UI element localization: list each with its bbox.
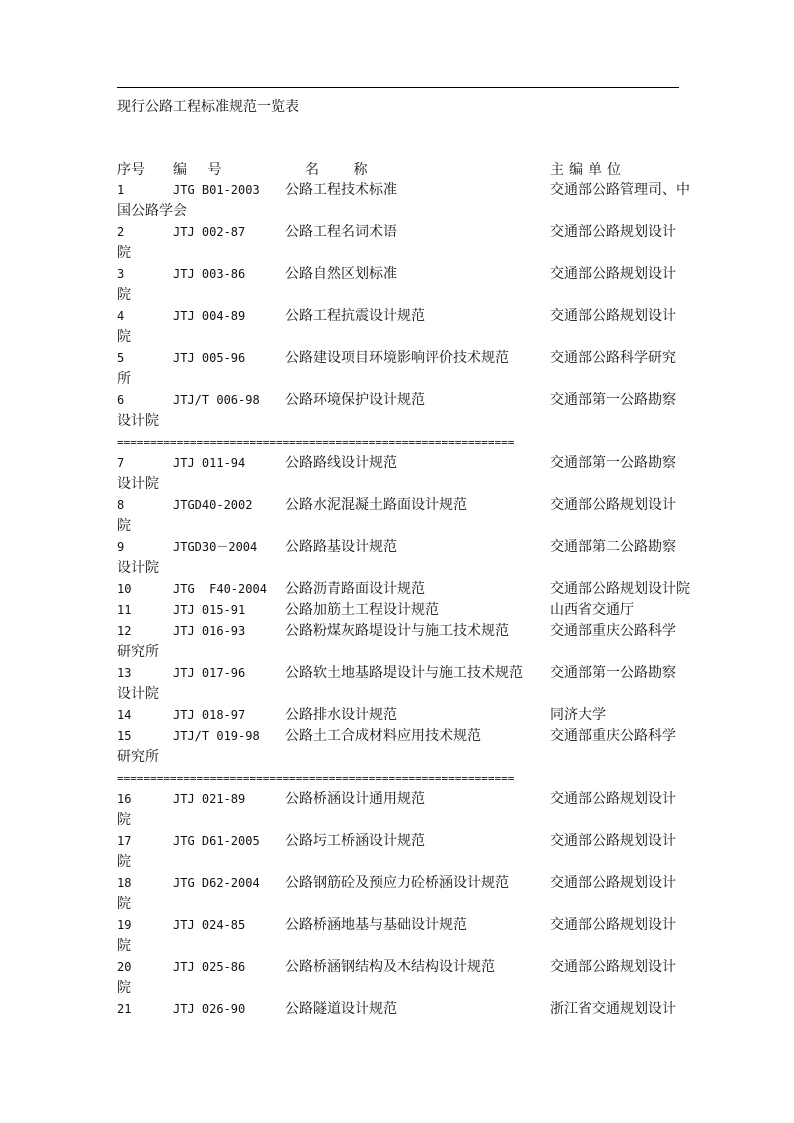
table-header — [117, 159, 697, 179]
item-seq: 6 — [117, 393, 125, 407]
item-name: 公路圬工桥涵设计规范 — [285, 833, 425, 849]
item-code: JTJ 003-86 — [173, 267, 246, 281]
item-seq: 2 — [117, 225, 125, 239]
item-org: 交通部第一公路勘察 — [550, 455, 676, 471]
item-org: 同济大学 — [550, 707, 606, 723]
item-seq: 8 — [117, 498, 125, 512]
item-name: 公路排水设计规范 — [285, 707, 397, 723]
list-item — [117, 663, 697, 684]
item-org: 交通部第一公路勘察 — [550, 665, 676, 681]
list-item-continuation — [117, 810, 697, 831]
item-code: JTJ 016-93 — [173, 624, 246, 638]
list-item — [117, 222, 697, 243]
item-name: 公路粉煤灰路堤设计与施工技术规范 — [285, 623, 509, 639]
item-org: 交通部公路规划设计 — [550, 224, 676, 240]
section-separator: ============================================================ — [117, 436, 515, 449]
list-item-continuation — [117, 369, 697, 390]
item-name: 公路路线设计规范 — [285, 455, 397, 471]
list-item-continuation — [117, 894, 697, 915]
list-item-continuation — [117, 852, 697, 873]
item-seq: 10 — [117, 582, 132, 596]
item-seq: 3 — [117, 267, 125, 281]
item-org: 交通部公路规划设计 — [550, 875, 676, 891]
list-item-continuation — [117, 243, 697, 264]
list-item — [117, 957, 697, 978]
item-name: 公路桥涵设计通用规范 — [285, 791, 425, 807]
item-seq: 13 — [117, 666, 132, 680]
item-code: JTG D62-2004 — [173, 876, 260, 890]
list-item — [117, 726, 697, 747]
item-seq: 5 — [117, 351, 125, 365]
list-item — [117, 915, 697, 936]
item-org-continuation: 院 — [117, 812, 131, 828]
item-name: 公路建设项目环境影响评价技术规范 — [285, 350, 509, 366]
item-seq: 20 — [117, 960, 132, 974]
item-seq: 21 — [117, 1002, 132, 1016]
item-code: JTJ 025-86 — [173, 960, 246, 974]
list-item — [117, 537, 697, 558]
list-item — [117, 621, 697, 642]
list-item-continuation — [117, 747, 697, 768]
document-title: 现行公路工程标准规范一览表 — [117, 99, 299, 115]
item-org: 交通部第二公路勘察 — [550, 539, 676, 555]
item-name: 公路隧道设计规范 — [285, 1001, 397, 1017]
item-code: JTJ 017-96 — [173, 666, 246, 680]
item-code: JTJ 005-96 — [173, 351, 246, 365]
item-org: 山西省交通厅 — [550, 602, 634, 618]
item-org-continuation: 院 — [117, 329, 131, 345]
item-name: 公路钢筋砼及预应力砼桥涵设计规范 — [285, 875, 509, 891]
list-item-continuation — [117, 642, 697, 663]
item-name: 公路工程抗震设计规范 — [285, 308, 425, 324]
item-name: 公路加筋土工程设计规范 — [285, 602, 439, 618]
header-seq: 序号 — [117, 162, 145, 178]
item-name: 公路工程名词术语 — [285, 224, 397, 240]
item-seq: 11 — [117, 603, 132, 617]
item-seq: 4 — [117, 309, 125, 323]
item-code: JTGD40-2002 — [173, 498, 253, 512]
item-seq: 15 — [117, 729, 132, 743]
item-name: 公路水泥混凝土路面设计规范 — [285, 497, 467, 513]
item-code: JTG B01-2003 — [173, 183, 260, 197]
list-item — [117, 180, 697, 201]
item-seq: 9 — [117, 540, 125, 554]
item-org: 交通部重庆公路科学 — [550, 728, 676, 744]
item-code: JTJ 024-85 — [173, 918, 246, 932]
item-org-continuation: 设计院 — [117, 476, 159, 492]
item-code: JTJ 021-89 — [173, 792, 246, 806]
item-org: 交通部公路科学研究 — [550, 350, 676, 366]
item-org-continuation: 院 — [117, 245, 131, 261]
section-separator: ============================================================ — [117, 772, 515, 785]
item-seq: 1 — [117, 183, 125, 197]
list-item — [117, 873, 697, 894]
list-item — [117, 306, 697, 327]
item-seq: 16 — [117, 792, 132, 806]
item-name: 公路沥青路面设计规范 — [285, 581, 425, 597]
item-org: 交通部公路规划设计 — [550, 497, 676, 513]
header-code: 编 号 — [173, 162, 222, 178]
header-name: 名 称 — [305, 162, 368, 178]
item-org-continuation: 院 — [117, 938, 131, 954]
item-org: 交通部第一公路勘察 — [550, 392, 676, 408]
item-code: JTJ 018-97 — [173, 708, 246, 722]
item-code: JTG D61-2005 — [173, 834, 260, 848]
list-item — [117, 390, 697, 411]
item-org-continuation: 所 — [117, 371, 131, 387]
standards-list — [117, 180, 697, 1020]
item-org: 交通部公路规划设计 — [550, 266, 676, 282]
list-item-continuation — [117, 978, 697, 999]
item-org: 交通部公路管理司、中 — [550, 182, 690, 198]
item-code: JTG F40-2004 — [173, 582, 267, 596]
item-name: 公路路基设计规范 — [285, 539, 397, 555]
item-org-continuation: 院 — [117, 287, 131, 303]
item-seq: 18 — [117, 876, 132, 890]
item-code: JTJ 015-91 — [173, 603, 246, 617]
item-seq: 14 — [117, 708, 132, 722]
item-code: JTGD30－2004 — [173, 540, 258, 554]
item-org: 交通部公路规划设计 — [550, 959, 676, 975]
list-item — [117, 264, 697, 285]
item-code: JTJ/T 019-98 — [173, 729, 260, 743]
list-item-continuation — [117, 516, 697, 537]
list-item-continuation — [117, 684, 697, 705]
item-name: 公路土工合成材料应用技术规范 — [285, 728, 481, 744]
list-item — [117, 999, 697, 1020]
item-org: 交通部公路规划设计院 — [550, 581, 690, 597]
item-code: JTJ 002-87 — [173, 225, 246, 239]
top-rule — [117, 87, 679, 88]
item-code: JTJ/T 006-98 — [173, 393, 260, 407]
item-org-continuation: 院 — [117, 518, 131, 534]
list-item — [117, 831, 697, 852]
item-seq: 19 — [117, 918, 132, 932]
item-name: 公路工程技术标准 — [285, 182, 397, 198]
item-org-continuation: 设计院 — [117, 686, 159, 702]
item-org: 交通部重庆公路科学 — [550, 623, 676, 639]
list-item — [117, 789, 697, 810]
item-org: 交通部公路规划设计 — [550, 308, 676, 324]
list-item-continuation — [117, 936, 697, 957]
list-item — [117, 600, 697, 621]
item-code: JTJ 026-90 — [173, 1002, 246, 1016]
item-org: 交通部公路规划设计 — [550, 917, 676, 933]
header-org: 主编单位 — [550, 162, 626, 178]
item-org-continuation: 研究所 — [117, 644, 159, 660]
item-org: 交通部公路规划设计 — [550, 791, 676, 807]
list-item-continuation — [117, 285, 697, 306]
item-name: 公路环境保护设计规范 — [285, 392, 425, 408]
list-item — [117, 453, 697, 474]
item-org: 交通部公路规划设计 — [550, 833, 676, 849]
list-item — [117, 705, 697, 726]
item-org-continuation: 研究所 — [117, 749, 159, 765]
item-name: 公路自然区划标准 — [285, 266, 397, 282]
item-org-continuation: 国公路学会 — [117, 203, 187, 219]
item-code: JTJ 011-94 — [173, 456, 246, 470]
item-org-continuation: 院 — [117, 854, 131, 870]
item-name: 公路桥涵钢结构及木结构设计规范 — [285, 959, 495, 975]
item-code: JTJ 004-89 — [173, 309, 246, 323]
item-org-continuation: 院 — [117, 980, 131, 996]
list-item-continuation — [117, 327, 697, 348]
list-item-continuation — [117, 411, 697, 432]
item-org-continuation: 院 — [117, 896, 131, 912]
list-item-continuation — [117, 201, 697, 222]
item-seq: 7 — [117, 456, 125, 470]
item-org-continuation: 设计院 — [117, 413, 159, 429]
item-name: 公路软土地基路堤设计与施工技术规范 — [285, 665, 523, 681]
item-org-continuation: 设计院 — [117, 560, 159, 576]
list-item — [117, 579, 697, 600]
item-org: 浙江省交通规划设计 — [550, 1001, 676, 1017]
list-item — [117, 348, 697, 369]
item-name: 公路桥涵地基与基础设计规范 — [285, 917, 467, 933]
list-item-continuation — [117, 474, 697, 495]
item-seq: 17 — [117, 834, 132, 848]
list-item-continuation — [117, 558, 697, 579]
list-item — [117, 495, 697, 516]
item-seq: 12 — [117, 624, 132, 638]
